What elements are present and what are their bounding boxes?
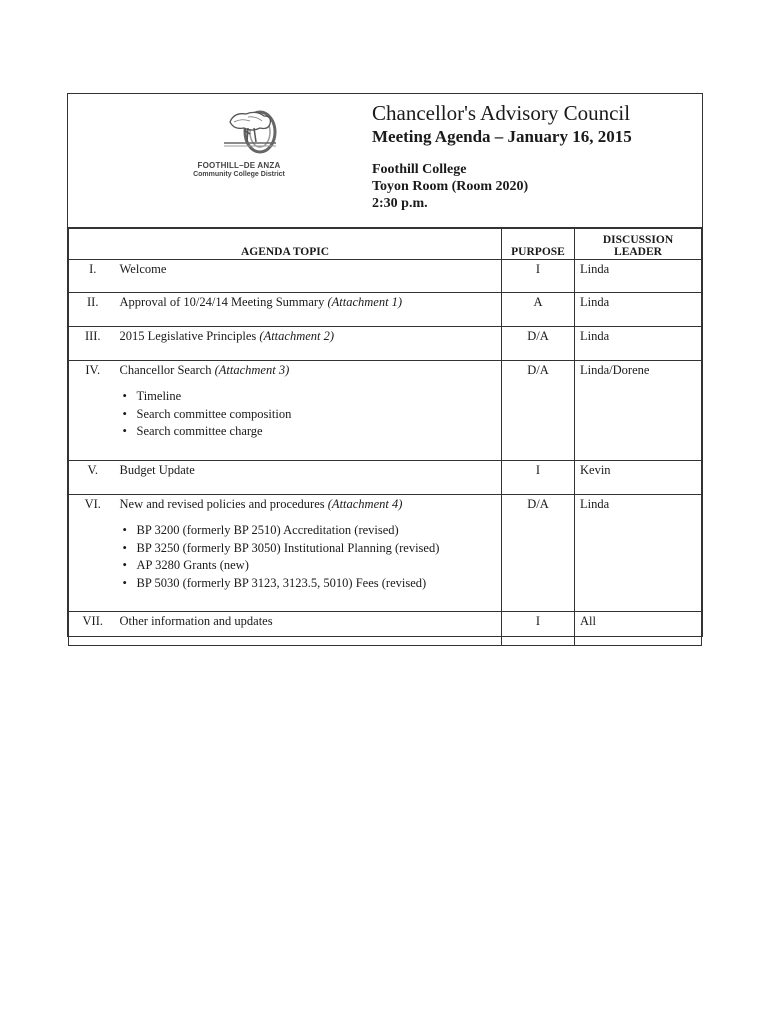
item-topic [117, 461, 502, 495]
document-subtitle: Meeting Agenda – January 16, 2015 [372, 127, 632, 146]
table-row [69, 495, 702, 612]
item-number: IV. [69, 361, 117, 461]
oak-tree-icon [164, 106, 314, 162]
item-leader: Linda [575, 495, 702, 612]
sub-item: • Timeline [120, 388, 502, 406]
header-agenda-topic: AGENDA TOPIC [69, 229, 502, 260]
item-leader: Linda [575, 327, 702, 361]
table-row [69, 361, 702, 461]
item-leader: All [575, 612, 702, 646]
item-number: III. [69, 327, 117, 361]
item-leader: Linda/Dorene [575, 361, 702, 461]
header-purpose: PURPOSE [502, 229, 575, 260]
table-row [69, 293, 702, 327]
agenda-table [68, 228, 702, 646]
table-row [69, 327, 702, 361]
item-purpose: I [502, 612, 575, 646]
header-section [68, 94, 702, 228]
item-topic [117, 361, 502, 461]
topic-text: Welcome [119, 262, 167, 276]
sub-item: • BP 3200 (formerly BP 2510) Accreditation (revised) [120, 522, 502, 540]
item-purpose: D/A [502, 327, 575, 361]
attachment-reference: (Attachment 3) [214, 363, 290, 377]
item-topic [117, 612, 502, 646]
agenda-document [67, 93, 703, 637]
table-row [69, 612, 702, 646]
location-line-1: Foothill College [372, 162, 467, 177]
item-topic [117, 327, 502, 361]
item-topic [117, 495, 502, 612]
attachment-reference: (Attachment 4) [327, 497, 403, 511]
foothill-de-anza-logo [164, 106, 314, 186]
header-discussion-leader [575, 229, 702, 260]
sub-item-list [120, 388, 502, 441]
sub-item: • BP 5030 (formerly BP 3123, 3123.5, 5010) Fees (revised) [120, 575, 502, 593]
topic-text: Budget Update [119, 463, 195, 477]
sub-item-list [120, 522, 502, 592]
header-leader: LEADER [614, 246, 662, 258]
table-header-row [69, 229, 702, 260]
topic-text: 2015 Legislative Principles [119, 329, 260, 343]
item-purpose: D/A [502, 361, 575, 461]
title-block [372, 100, 692, 212]
header-discussion: DISCUSSION [602, 234, 674, 246]
topic-text: Chancellor Search [119, 363, 215, 377]
topic-text: Approval of 10/24/14 Meeting Summary [119, 295, 328, 309]
logo-line-1: FOOTHILL–DE ANZA [197, 161, 281, 170]
item-leader: Linda [575, 260, 702, 293]
sub-item: • BP 3250 (formerly BP 3050) Institutional Planning (revised) [120, 540, 502, 558]
document-title: Chancellor's Advisory Council [372, 101, 631, 125]
item-purpose: A [502, 293, 575, 327]
item-number: I. [69, 260, 117, 293]
item-number: II. [69, 293, 117, 327]
location-line-3: 2:30 p.m. [372, 196, 428, 211]
logo-line-2: Community College District [193, 171, 285, 178]
item-number: VII. [69, 612, 117, 646]
sub-item: • AP 3280 Grants (new) [120, 557, 502, 575]
item-purpose: D/A [502, 495, 575, 612]
location-line-2: Toyon Room (Room 2020) [372, 179, 529, 194]
sub-item: • Search committee charge [120, 423, 502, 441]
item-topic [117, 293, 502, 327]
topic-text: Other information and updates [119, 614, 273, 628]
item-number: VI. [69, 495, 117, 612]
topic-text: New and revised policies and procedures [119, 497, 328, 511]
table-row [69, 260, 702, 293]
attachment-reference: (Attachment 1) [327, 295, 403, 309]
attachment-reference: (Attachment 2) [259, 329, 335, 343]
table-row [69, 461, 702, 495]
item-purpose: I [502, 461, 575, 495]
item-leader: Linda [575, 293, 702, 327]
sub-item: • Search committee composition [120, 406, 502, 424]
item-topic [117, 260, 502, 293]
item-leader: Kevin [575, 461, 702, 495]
item-purpose: I [502, 260, 575, 293]
item-number: V. [69, 461, 117, 495]
